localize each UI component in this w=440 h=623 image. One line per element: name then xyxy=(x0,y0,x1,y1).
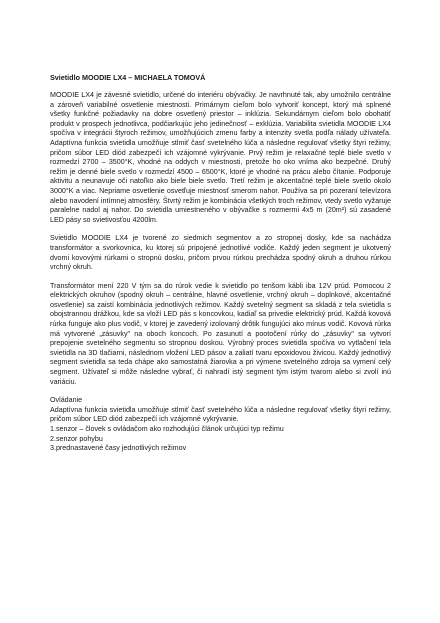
controls-item-3: 3.prednastavené časy jednotlivých režimov xyxy=(50,444,187,453)
controls-heading: Ovládanie xyxy=(50,396,83,405)
controls-description: Adaptívna funkcia svietidla umožňuje stlmiť časť svetelného lúča a následne regulovať všetky štyri režimy, pričom súbor LED diód zabezpečí ich vzájomné vykrývanie. xyxy=(50,405,391,424)
document-content xyxy=(50,73,391,454)
paragraph-construction: Svietidlo MOODIE LX4 je tvorené zo siedmich segmentov a zo stropnej dosky, kde sa nachádza transformátor a svorkovnica, ku ktorej sú pripojené jednotlivé vodiče. Každý jeden segment je ukotvený dvomi kovovými rúrkami o stropnú dosku, pričom prvou rúrkou prechádza spodný okruh a druhou rúrkou vrchný okruh. xyxy=(50,234,391,272)
paragraph-intro: MOODIE LX4 je závesné svietidlo, určené do interiéru obývačky. Je navrhnuté tak, aby umožnilo centrálne a zároveň variabilné osvetlenie miestnosti. Primárnym cieľom bolo vytvoriť koncept, ktorý má splnené všetky funkčné požiadavky na dobre osvetlený priestor – inklúzia. Sekundárnym cieľom bolo obohatiť produkt v prospech jednotlivca, podčiarkujúc jeho jedinečnosť – exklúzia. Variabilita svietidla MOODIE LX4 spočíva v integrácii štyroch režimov, umožňujúcich zmenu farby a intenzity svetla podľa nálady užívateľa. Adaptívna funkcia svietidla umožňuje stlmiť časť svetelného lúča a následne regulovať všetky štyri režimy, pričom súbor LED diód zabezpečí ich vzájomné vykrývanie. Prvý režim je relaxačné teplé biele svetlo v rozmedzí 2700 – 3500°K, vhodné na oddych v miestnosti, pretože ho oko vníma ako bezpečné. Druhý režim je denné biele svetlo v rozmedzí 4500 – 6500°K, ktoré je vhodné na prácu alebo čítanie. Podporuje aktivitu a neunavuje oči natoľko ako biele biele svetlo. Tretí režim je akcentačné teplé biele svetlo okolo 3000°K a viac. Nepriame osvetlenie osvetľuje miestnosť smerom nahor. Používa sa pri pozeraní televízora alebo navodení intímnej atmosféry. Štvrtý režim je kombinácia všetkých troch režimov, vtedy svetlo vyžaruje paralelne nadol aj nahor. Do svietidla umiestneného v obývačke s rozmermi 4x5 m (20m²) sú zasadené LED pásy so svietivosťou 4200lm. xyxy=(50,91,391,224)
controls-item-2: 2.senzor pohybu xyxy=(50,434,103,443)
controls-item-1: 1.senzor – človek s ovládačom ako rozhodujúci článok určujúci typ režimu xyxy=(50,425,284,433)
document-title: Svietidlo MOODIE LX4 – MICHAELA TOMOVÁ xyxy=(50,73,206,82)
paragraph-electrical: Transformátor mení 220 V tým sa do rúrok vedie k svietidlo po tenšom kábli iba 12V prúd. Pomocou 2 elektrických okruhov (spodný okruh – centrálne, hlavné osvetlenie, vrchný okruh – doplnkové, akcentačné osvetlenie) sa zaistí kombinácia jednotlivých režimov. Každý svetelný segment sa skladá z tela svietidla s obojstrannou drážkou, kde sa vloží LED pás s koncovkou, kadiaľ sa privedie elektrický prúd. Každá kovová rúrka funguje ako plus vodič, v ktorej je zavedený izolovaný drôtik fungujúci ako mínus vodič. Kovová rúrka má vytvorené „zásuvky" na oboch koncoch. Po zasunutí a pootočení rúrky do „zásuvky" sa vytvorí prepojenie svetelného segmentu so stropnou doskou. Výrobný proces svietidla spočíva vo vytlačení tela svietidla na 3D tlačiarni, následnom vložení LED pásov a zaliatí tvaru epoxidovou živicou. Každý jednotlivý segment svietidla sa teda chápe ako samostatná žiarovka a pri výmene svetelného zdroja sa vymení celý segment. Užívateľ si môže následne vybrať, či nahradí istý segment tým istým tvarom alebo si zvolí inú variáciu. xyxy=(50,281,391,386)
